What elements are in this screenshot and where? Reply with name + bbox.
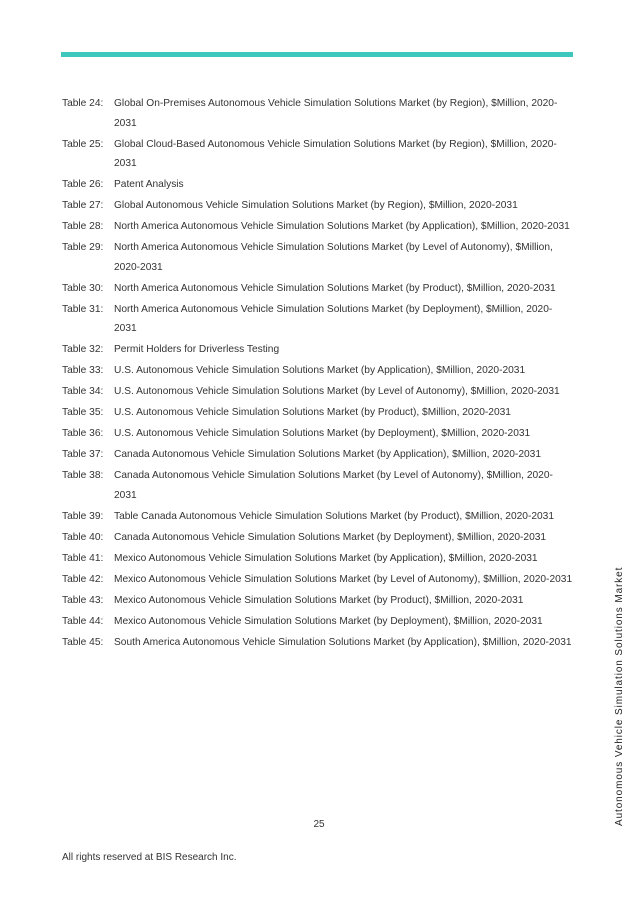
table-title: North America Autonomous Vehicle Simulation Solutions Market (by Deployment), $Million, 2020-2031 [114,303,553,334]
table-number: Table 34: [62,386,104,397]
table-number: Table 31: [62,303,104,315]
toc-entry-table-45[interactable] [62,633,582,653]
toc-entry-table-43[interactable] [62,591,582,611]
toc-entry-table-32[interactable] [62,340,582,360]
toc-entry-table-38[interactable] [62,466,582,505]
table-title: Global On-Premises Autonomous Vehicle Simulation Solutions Market (by Region), $Million, 2020-2031 [114,98,558,129]
table-number: Table 41: [62,552,104,564]
toc-entry-table-37[interactable] [62,445,582,465]
table-number: Table 32: [62,344,104,355]
header-accent-rule [61,52,573,57]
toc-entry-table-34[interactable] [62,382,582,402]
toc-entry-table-31[interactable] [62,300,582,339]
table-title: Permit Holders for Driverless Testing [114,344,280,355]
table-number: Table 39: [62,510,104,522]
footer-copyright: All rights reserved at BIS Research Inc. [62,852,237,863]
toc-entry-table-36[interactable] [62,424,582,444]
toc-entry-table-25[interactable] [62,135,582,174]
toc-entry-table-28[interactable] [62,217,582,237]
table-title: Global Cloud-Based Autonomous Vehicle Simulation Solutions Market (by Region), $Million, 2020-2031 [114,138,557,169]
toc-entry-table-39[interactable] [62,507,582,527]
page-number: 25 [313,819,325,830]
table-number: Table 24: [62,98,104,109]
side-report-title: Autonomous Vehicle Simulation Solutions Market [614,566,625,826]
toc-entry-table-44[interactable] [62,612,582,632]
table-title: U.S. Autonomous Vehicle Simulation Solutions Market (by Deployment), $Million, 2020-2031 [114,428,531,439]
table-number: Table 38: [62,470,104,481]
toc-entry-table-42[interactable] [62,570,582,590]
table-title: U.S. Autonomous Vehicle Simulation Solutions Market (by Application), $Million, 2020-2031 [114,365,526,376]
toc-entry-table-30[interactable] [62,279,582,299]
table-title: Mexico Autonomous Vehicle Simulation Solutions Market (by Product), $Million, 2020-2031 [114,594,524,606]
table-number: Table 37: [62,449,104,460]
table-title: South America Autonomous Vehicle Simulation Solutions Market (by Application), $Million, 2020-2031 [114,636,572,648]
table-title: Canada Autonomous Vehicle Simulation Solutions Market (by Level of Autonomy), $Million, 2020-2031 [114,470,553,501]
table-title: North America Autonomous Vehicle Simulation Solutions Market (by Application), $Million, 2020-2031 [114,221,570,232]
list-of-tables [62,94,582,654]
table-title: Mexico Autonomous Vehicle Simulation Solutions Market (by Level of Autonomy), $Million, 2020-2031 [114,573,573,585]
table-number: Table 40: [62,531,104,543]
table-title: Mexico Autonomous Vehicle Simulation Solutions Market (by Application), $Million, 2020-2031 [114,552,538,564]
table-number: Table 35: [62,407,104,418]
table-title: Table Canada Autonomous Vehicle Simulation Solutions Market (by Product), $Million, 2020-2031 [114,510,555,522]
table-number: Table 26: [62,179,104,190]
table-title: North America Autonomous Vehicle Simulation Solutions Market (by Product), $Million, 2020-2031 [114,282,556,294]
table-number: Table 29: [62,242,104,253]
toc-entry-table-29[interactable] [62,238,582,277]
table-title: Canada Autonomous Vehicle Simulation Solutions Market (by Application), $Million, 2020-2031 [114,449,541,460]
toc-entry-table-40[interactable] [62,528,582,548]
toc-entry-table-41[interactable] [62,549,582,569]
table-number: Table 45: [62,636,104,648]
toc-entry-table-35[interactable] [62,403,582,423]
table-title: Patent Analysis [114,179,184,190]
table-number: Table 30: [62,282,104,294]
table-title: U.S. Autonomous Vehicle Simulation Solutions Market (by Product), $Million, 2020-2031 [114,407,511,418]
toc-entry-table-33[interactable] [62,361,582,381]
table-number: Table 44: [62,615,104,627]
table-number: Table 43: [62,594,104,606]
table-number: Table 42: [62,573,104,585]
table-number: Table 28: [62,221,104,232]
table-number: Table 25: [62,138,104,150]
table-title: Canada Autonomous Vehicle Simulation Solutions Market (by Deployment), $Million, 2020-2031 [114,531,547,543]
table-number: Table 33: [62,365,104,376]
table-title: U.S. Autonomous Vehicle Simulation Solutions Market (by Level of Autonomy), $Million, 2020-2031 [114,386,560,397]
toc-entry-table-27[interactable] [62,196,582,216]
table-number: Table 27: [62,200,104,211]
toc-entry-table-26[interactable] [62,175,582,195]
table-title: Mexico Autonomous Vehicle Simulation Solutions Market (by Deployment), $Million, 2020-2031 [114,615,543,627]
toc-entry-table-24[interactable] [62,94,582,133]
table-title: Global Autonomous Vehicle Simulation Solutions Market (by Region), $Million, 2020-2031 [114,200,518,211]
table-title: North America Autonomous Vehicle Simulation Solutions Market (by Level of Autonomy), $Million, 2020-2031 [114,242,553,273]
table-number: Table 36: [62,428,104,439]
